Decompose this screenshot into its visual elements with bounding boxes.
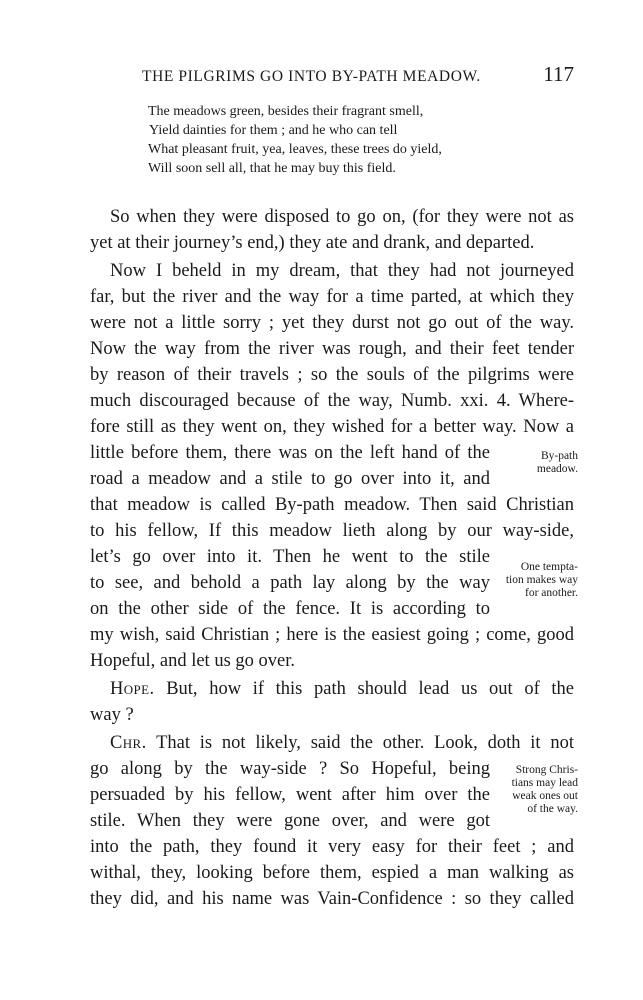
body-line: far, but the river and the way for a time parted, at which they bbox=[90, 287, 574, 307]
body-line: withal, they, looking before them, espied a man walking as bbox=[90, 863, 574, 883]
margin-note bbox=[482, 450, 578, 476]
body-line: Now I beheld in my dream, that they had not journeyed bbox=[110, 261, 574, 281]
body-line: let’s go over into it. Then he went to the stile bbox=[90, 547, 490, 567]
body-line: to his fellow, If this meadow lieth along by our way-side, bbox=[90, 521, 574, 541]
body-line: way ? bbox=[90, 705, 134, 725]
margin-note-line: weak ones out bbox=[512, 790, 578, 802]
page-number: 117 bbox=[543, 62, 574, 86]
margin-note-line: Strong Chris- bbox=[515, 764, 578, 776]
verse-line: Will soon sell all, that he may buy this field. bbox=[148, 161, 396, 176]
body-line: little before them, there was on the left hand of the bbox=[90, 443, 490, 463]
dialogue-line bbox=[110, 677, 574, 701]
body-line: my wish, said Christian ; here is the easiest going ; come, good bbox=[90, 625, 574, 645]
body-line: Hopeful, and let us go over. bbox=[90, 651, 295, 671]
margin-note-line: of the way. bbox=[527, 803, 578, 815]
margin-note-line: meadow. bbox=[536, 463, 578, 475]
body-line: they did, and his name was Vain-Confidence : so they called bbox=[90, 889, 574, 909]
running-head: THE PILGRIMS GO INTO BY-PATH MEADOW. bbox=[142, 68, 481, 85]
body-line: stile. When they were gone over, and were got bbox=[90, 811, 490, 831]
body-line: So when they were disposed to go on, (for they were not as bbox=[110, 207, 574, 227]
margin-note-line: for another. bbox=[524, 587, 578, 599]
body-line: go along by the way-side ? So Hopeful, being bbox=[90, 759, 490, 779]
verse-line: What pleasant fruit, yea, leaves, these trees do yield, bbox=[148, 142, 442, 157]
body-line: road a meadow and a stile to go over into it, and bbox=[90, 469, 490, 489]
verse-line: The meadows green, besides their fragrant smell, bbox=[148, 104, 424, 119]
margin-note-line: tians may lead bbox=[511, 777, 578, 789]
body-line: Now the way from the river was rough, and their feet tender bbox=[90, 339, 574, 359]
verse-line: Yield dainties for them ; and he who can tell bbox=[149, 123, 398, 138]
speaker-label: Chr. bbox=[110, 733, 147, 753]
dialogue-text: That is not likely, said the other. Look, doth it not bbox=[146, 733, 574, 753]
dialogue-line bbox=[110, 731, 574, 755]
page-header bbox=[142, 62, 574, 87]
body-line: fore still as they went on, they wished for a better way. Now a bbox=[90, 417, 574, 437]
body-line: yet at their journey’s end,) they ate and drank, and departed. bbox=[90, 233, 535, 253]
margin-note-line: By-path bbox=[540, 450, 578, 462]
body-line: were not a little sorry ; yet they durst not go out of the way. bbox=[90, 313, 574, 333]
body-line: that meadow is called By-path meadow. Then said Christian bbox=[90, 495, 574, 515]
margin-note bbox=[482, 764, 578, 816]
verse-block bbox=[148, 102, 442, 178]
speaker-label: Hope. bbox=[110, 679, 155, 699]
body-line: much discouraged because of the way, Numb. xxi. 4. Where- bbox=[90, 391, 574, 411]
dialogue-text: But, how if this path should lead us out of the bbox=[154, 679, 574, 699]
body-line: by reason of their travels ; so the souls of the pilgrims were bbox=[90, 365, 574, 385]
body-line: persuaded by his fellow, went after him over the bbox=[90, 785, 490, 805]
margin-note-line: tion makes way bbox=[505, 574, 578, 586]
margin-note-line: One tempta- bbox=[520, 561, 578, 573]
body-line: into the path, they found it very easy for their feet ; and bbox=[90, 837, 574, 857]
body-line: on the other side of the fence. It is according to bbox=[90, 599, 490, 619]
margin-note bbox=[482, 561, 578, 600]
body-line: to see, and behold a path lay along by the way bbox=[90, 573, 490, 593]
